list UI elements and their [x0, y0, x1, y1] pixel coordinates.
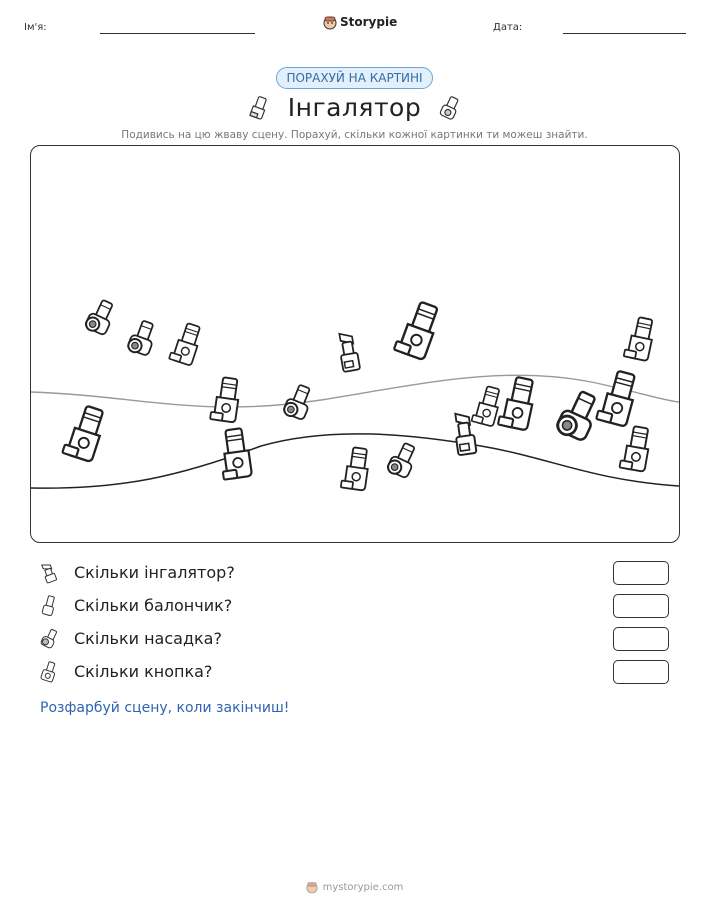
scene-illustration — [31, 146, 679, 542]
inhaler-item — [62, 403, 107, 462]
inhaler-icon — [248, 95, 270, 121]
inhaler-item — [127, 319, 159, 358]
search-scene — [30, 145, 680, 543]
brand-name: Storypie — [340, 15, 398, 29]
canister-icon — [40, 595, 58, 617]
inhaler-icon — [40, 562, 58, 584]
activity-badge: ПОРАХУЙ НА КАРТИНІ — [276, 67, 432, 89]
inhaler-item — [555, 388, 603, 443]
question-row — [40, 659, 670, 684]
question-row — [40, 626, 670, 651]
inhaler-item — [498, 375, 537, 430]
pie-mascot-icon — [323, 14, 337, 30]
brand-logo — [323, 14, 397, 30]
instructions: Подивись на цю жваву сцену. Порахуй, скільки кожної картинки ти можеш знайти. — [121, 129, 588, 141]
inhaler-item — [386, 440, 420, 479]
inhaler-item — [341, 446, 371, 490]
date-line[interactable] — [563, 33, 686, 34]
inhaler-item — [394, 299, 442, 361]
answer-box[interactable] — [613, 627, 669, 651]
question-text: Скільки кнопка? — [74, 662, 213, 681]
button-inhaler-icon — [40, 661, 58, 683]
page-title: Інгалятор — [287, 93, 422, 122]
inhaler-icon — [439, 95, 461, 121]
inhaler-item — [337, 331, 360, 372]
question-text: Скільки насадка? — [74, 629, 222, 648]
question-list — [40, 560, 670, 684]
inhaler-item — [217, 428, 252, 480]
question-row — [40, 593, 670, 618]
name-line[interactable] — [100, 33, 255, 34]
question-text: Скільки балончик? — [74, 596, 233, 615]
date-label: Дата: — [493, 22, 523, 33]
inhaler-item — [210, 376, 241, 422]
inhaler-item — [596, 368, 639, 426]
inhaler-item — [169, 321, 203, 366]
inhaler-item — [624, 316, 656, 362]
question-text: Скільки інгалятор? — [74, 563, 235, 582]
mouthpiece-icon — [40, 628, 58, 650]
inhaler-item — [619, 425, 651, 472]
pie-mascot-icon — [306, 880, 318, 894]
question-row — [40, 560, 670, 585]
footer — [0, 880, 709, 894]
name-label: Ім'я: — [24, 22, 47, 33]
inhaler-item — [84, 297, 118, 336]
footer-url[interactable]: mystorypie.com — [322, 881, 404, 893]
answer-box[interactable] — [613, 660, 669, 684]
answer-box[interactable] — [613, 594, 669, 618]
coloring-note: Розфарбуй сцену, коли закінчиш! — [40, 700, 290, 716]
answer-box[interactable] — [613, 561, 669, 585]
